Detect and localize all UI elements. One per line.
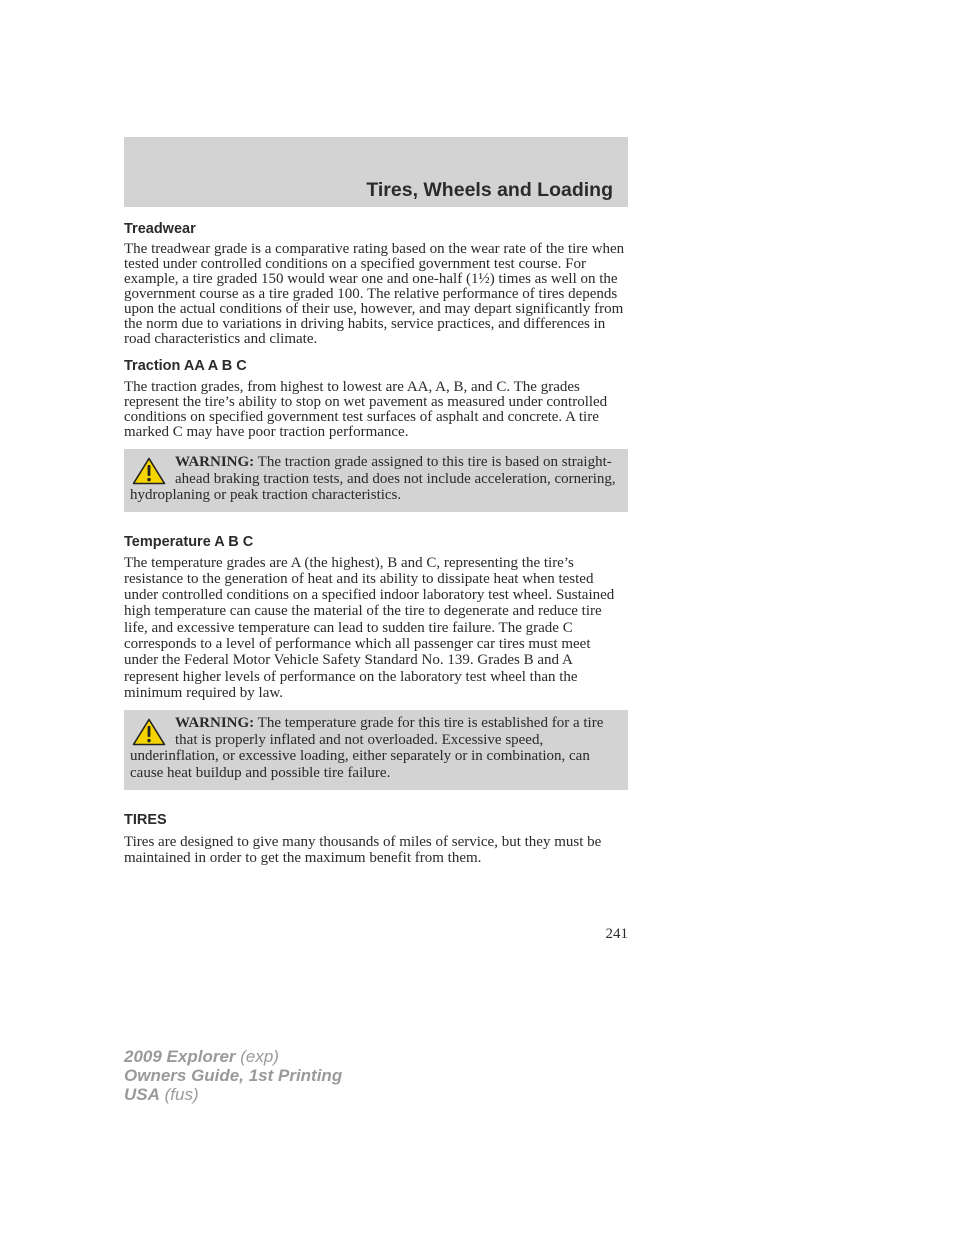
page-content xyxy=(124,220,628,866)
warning-text: The temperature grade for this tire is established for a tire that is properly inflated and not overloaded. Excessive speed, underinflation, or excessive loading, either separately or in combination, can cause heat buildup and possible tire failure. xyxy=(130,715,604,781)
chapter-title: Tires, Wheels and Loading xyxy=(366,179,613,201)
section-body: The temperature grades are A (the highest), B and C, representing the tire’s resistance to the generation of heat and its ability to dissipate heat when tested under controlled conditions on a specified indoor laboratory test wheel. Sustained high temperature can cause the material of the tire to degenerate and reduce tire life, and excessive temperature can lead to sudden tire failure. The grade C corresponds to a level of performance which all passenger car tires must meet under the Federal Motor Vehicle Safety Standard No. 139. Grades B and A represent higher levels of performance on the laboratory test wheel than the minimum required by law. xyxy=(124,554,615,701)
footer-line-model: 2009 Explorer (exp) xyxy=(124,1047,279,1066)
section-traction xyxy=(124,357,628,512)
footer-line-guide: Owners Guide, 1st Printing xyxy=(124,1066,343,1085)
section-heading: TIRES xyxy=(124,812,167,829)
section-body: Tires are designed to give many thousands of miles of service, but they must be maintained in order to get the maximum benefit from them. xyxy=(124,834,602,867)
section-heading: Temperature A B C xyxy=(124,533,254,550)
section-treadwear xyxy=(124,220,628,347)
document-footer xyxy=(124,1047,342,1104)
warning-label: WARNING: xyxy=(175,454,255,470)
page-number: 241 xyxy=(605,926,628,942)
section-heading: Traction AA A B C xyxy=(124,358,247,374)
warning-triangle-icon xyxy=(132,457,166,485)
warning-text: The traction grade assigned to this tire is based on straight-ahead braking traction tests, and does not include acceleration, cornering, hydroplaning or peak traction characteristics. xyxy=(130,454,616,503)
section-body: The traction grades, from highest to lowest are AA, A, B, and C. The grades represent the tire’s ability to stop on wet pavement as measured under controlled conditions on specified government test surfaces of asphalt and concrete. A tire marked C may have poor traction performance. xyxy=(124,379,608,440)
warning-triangle-icon xyxy=(132,718,166,746)
section-heading: Treadwear xyxy=(124,221,196,237)
section-temperature xyxy=(124,533,628,791)
warning-label: WARNING: xyxy=(175,715,255,732)
section-body: The treadwear grade is a comparative rating based on the wear rate of the tire when tested under controlled conditions on a specified government test course. For example, a tire graded 150 would wear one and one-half (1½) times as well on the government course as a tire graded 100. The relative performance of tires depends upon the actual conditions of their use, however, and may depart significantly from the norm due to variations in driving habits, service practices, and differences in road characteristics and climate. xyxy=(124,241,625,347)
warning-box xyxy=(124,449,628,512)
section-tires xyxy=(124,811,628,866)
warning-box xyxy=(124,710,628,790)
footer-line-market: USA (fus) xyxy=(124,1085,199,1104)
chapter-header xyxy=(124,137,628,207)
